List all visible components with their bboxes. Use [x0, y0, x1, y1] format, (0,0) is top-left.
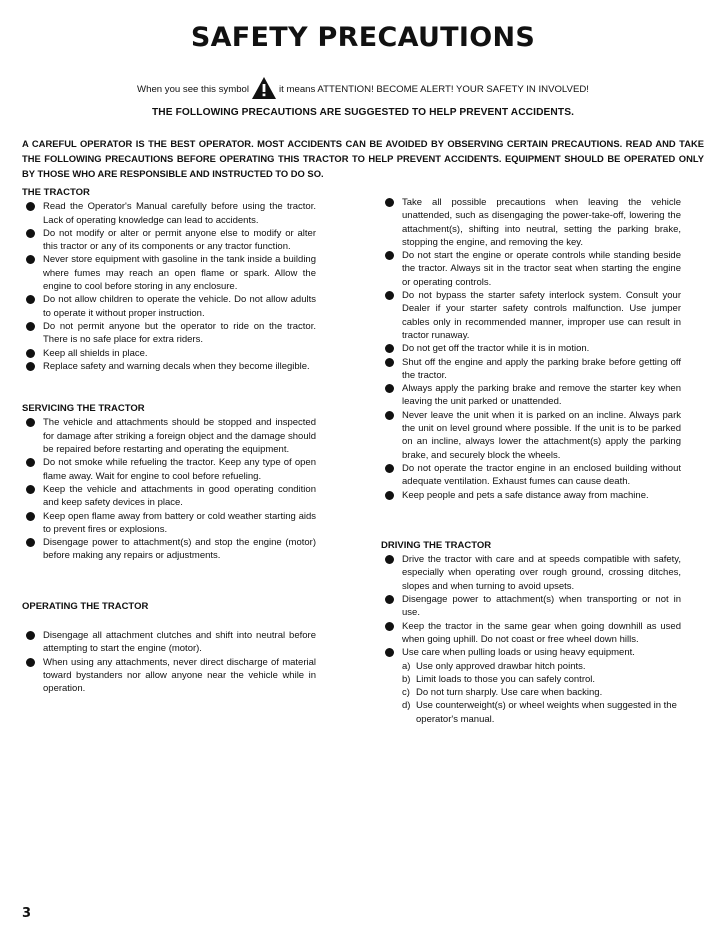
list-item: Keep all shields in place. — [22, 347, 316, 360]
bullet-icon — [26, 349, 35, 358]
bullet-icon — [26, 631, 35, 640]
operating-continued-list — [381, 196, 681, 502]
list-item: Drive the tractor with care and at speeds compatible with safety, especially when operating over rough ground, crossing ditches, slopes and when turning to avoid upsets. — [381, 553, 681, 593]
intro-paragraph: A CAREFUL OPERATOR IS THE BEST OPERATOR. MOST ACCIDENTS CAN BE AVOIDED BY OBSERVING CERTAIN PRECAUTIONS. READ AND TAKE THE FOLLOWING PRECAUTIONS BEFORE OPERATING THIS TRACTOR TO HELP PREVENT ACCIDENTS. EQUIPMENT SHOULD BE OPERATED ONLY BY THOSE WHO ARE RESPONSIBLE AND INSTRUCTED TO DO SO. — [22, 138, 704, 179]
sub-list-item: c) Do not turn sharply. Use care when backing. — [402, 687, 603, 699]
list-item: The vehicle and attachments should be stopped and inspected for damage after striking a foreign object and the damage should be repaired before restarting and operating the equipment. — [22, 416, 316, 456]
list-item: Disengage all attachment clutches and shift into neutral before attempting to start the engine (motor). — [22, 629, 316, 656]
list-item: Use care when pulling loads or using heavy equipment. — [381, 646, 681, 659]
list-item: Do not operate the tractor engine in an enclosed building without adequate ventilation. Exhaust fumes can cause death. — [381, 462, 681, 489]
bullet-icon — [385, 344, 394, 353]
list-item: Keep people and pets a safe distance away from machine. — [381, 489, 681, 502]
bullet-icon — [26, 658, 35, 667]
bullet-icon — [385, 411, 394, 420]
list-item: Keep open flame away from battery or cold weather starting aids to prevent fires or explosions. — [22, 510, 316, 537]
list-item: Read the Operator's Manual carefully before using the tractor. Lack of operating knowledge can lead to accidents. — [22, 200, 316, 227]
left-column — [22, 186, 316, 696]
symbol-note-before: When you see this symbol — [137, 84, 250, 95]
bullet-icon — [385, 198, 394, 207]
bullet-icon — [26, 322, 35, 331]
bullet-icon — [385, 491, 394, 500]
list-item: Replace safety and warning decals when they become illegible. — [22, 360, 316, 373]
bullet-icon — [26, 229, 35, 238]
bullet-icon — [385, 251, 394, 260]
driving-list — [381, 553, 681, 659]
bullet-icon — [26, 458, 35, 467]
list-item: When using any attachments, never direct discharge of material toward bystanders nor allow anyone near the vehicle while in operation. — [22, 656, 316, 696]
section-heading-servicing: SERVICING THE TRACTOR — [22, 403, 145, 415]
bullet-icon — [385, 464, 394, 473]
list-item: Keep the tractor in the same gear when going downhill as used when going uphill. Do not coast or free wheel down hills. — [381, 620, 681, 647]
warning-triangle-icon — [251, 76, 277, 103]
list-item: Do not start the engine or operate controls while standing beside the tractor. Always sit in the tractor seat when starting the engine or operating controls. — [381, 249, 681, 289]
section-heading-operating: OPERATING THE TRACTOR — [22, 600, 149, 612]
bullet-icon — [385, 555, 394, 564]
list-item: Do not modify or alter or permit anyone else to modify or alter this tractor or any of its components or any tractor function. — [22, 227, 316, 254]
list-item: Take all possible precautions when leaving the vehicle unattended, such as disengaging the power-take-off, lowering the attachment(s), shifting into neutral, setting the parking brake, stopping the engine, and removing the key. — [381, 196, 681, 249]
bullet-icon — [385, 648, 394, 657]
list-item: Disengage power to attachment(s) and stop the engine (motor) before making any repairs or adjustments. — [22, 536, 316, 563]
page-number: 3 — [22, 906, 32, 921]
list-item: Do not permit anyone but the operator to ride on the tractor. There is no safe place for extra riders. — [22, 320, 316, 347]
list-item: Never store equipment with gasoline in the tank inside a building where fumes may reach an open flame or spark. Allow the engine to cool before storing in any enclosure. — [22, 253, 316, 293]
bullet-icon — [26, 512, 35, 521]
bullet-icon — [26, 295, 35, 304]
page-title: SAFETY PRECAUTIONS — [190, 22, 536, 53]
right-column — [381, 196, 681, 726]
section-heading-the-tractor: THE TRACTOR — [22, 187, 90, 198]
list-item: Do not bypass the starter safety interlock system. Consult your Dealer if your starter safety controls malfunction. Use jumper cables only in recommended manner, improper use can result in tractor runaway. — [381, 289, 681, 342]
bullet-icon — [26, 202, 35, 211]
bullet-icon — [26, 362, 35, 371]
symbol-note-after: it means ATTENTION! BECOME ALERT! YOUR SAFETY IN INVOLVED! — [279, 84, 589, 95]
bullet-icon — [385, 622, 394, 631]
bullet-icon — [385, 595, 394, 604]
list-item: Do not get off the tractor while it is in motion. — [381, 342, 681, 355]
driving-sub-list — [381, 660, 681, 726]
bullet-icon — [385, 291, 394, 300]
sub-list-item: b) Limit loads to those you can safely control. — [402, 673, 596, 685]
the-tractor-list — [22, 200, 316, 373]
list-item: Always apply the parking brake and remove the starter key when leaving the unit parked or unattended. — [381, 382, 681, 409]
sub-list-item: d) Use counterweight(s) or wheel weights when suggested in the operator's manual. — [402, 700, 677, 725]
list-item: Never leave the unit when it is parked on an incline. Always park the unit on level ground where possible. If the unit is to be parked on an incline, always lower the attachment(s) apply the parking brake, and securely block the wheels. — [381, 409, 681, 462]
list-item: Shut off the engine and apply the parking brake before getting off the tractor. — [381, 356, 681, 383]
operating-list — [22, 629, 316, 695]
bullet-icon — [26, 538, 35, 547]
section-heading-driving: DRIVING THE TRACTOR — [381, 539, 492, 551]
sub-list-item: a) Use only approved drawbar hitch points. — [402, 660, 586, 672]
bullet-icon — [26, 418, 35, 427]
servicing-list — [22, 416, 316, 562]
bullet-icon — [385, 358, 394, 367]
list-item: Do not smoke while refueling the tractor. Keep any type of open flame away. Wait for engine to cool before refueling. — [22, 456, 316, 483]
symbol-note — [0, 76, 726, 103]
list-item: Disengage power to attachment(s) when transporting or not in use. — [381, 593, 681, 620]
bullet-icon — [385, 384, 394, 393]
bullet-icon — [26, 255, 35, 264]
subtitle: THE FOLLOWING PRECAUTIONS ARE SUGGESTED TO HELP PREVENT ACCIDENTS. — [151, 107, 575, 118]
bullet-icon — [26, 485, 35, 494]
list-item: Do not allow children to operate the vehicle. Do not allow adults to operate it without proper instruction. — [22, 293, 316, 320]
list-item: Keep the vehicle and attachments in good operating condition and keep safety devices in place. — [22, 483, 316, 510]
